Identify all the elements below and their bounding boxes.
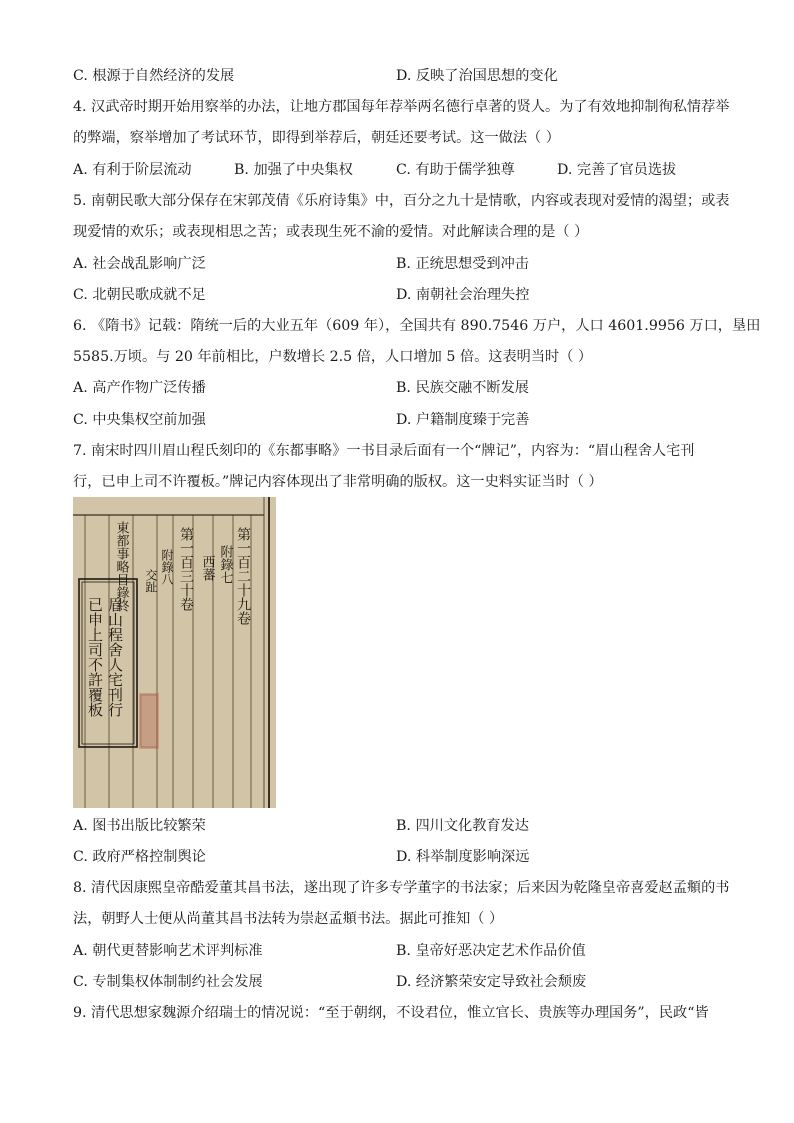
woodblock-col-1: 第一百二十九卷 xyxy=(235,527,251,625)
q7-option-d[interactable]: D. 科举制度影响深远 xyxy=(396,849,530,865)
woodblock-col-5: 附錄八 xyxy=(160,549,174,585)
q8-option-d[interactable]: D. 经济繁荣安定导致社会颓废 xyxy=(396,974,587,990)
woodblock-col-3: 第一百三十卷 xyxy=(178,527,194,611)
q5-stem-line2: 现爱情的欢乐；或表现相思之苦；或表现生死不渝的爱情。对此解读合理的是（ ） xyxy=(73,224,589,240)
q4-stem-line1: 4. 汉武帝时期开始用察举的办法，让地方郡国每年荐举两名德行卓著的贤人。为了有效地抑制徇私情荐举 xyxy=(73,99,730,115)
q8-option-b[interactable]: B. 皇帝好恶决定艺术作品价值 xyxy=(396,943,586,959)
woodblock-col-6: 交趾 xyxy=(144,569,158,593)
q8-option-a[interactable]: A. 朝代更替影响艺术评判标准 xyxy=(73,943,263,959)
woodblock-plaque-col-2: 已申上司不許覆板 xyxy=(86,597,104,717)
woodblock-col-2: 附錄七 xyxy=(217,545,233,584)
q7-stem-line1: 7. 南宋时四川眉山程氏刻印的《东都事略》一书目录后面有一个“牌记”，内容为：“眉山程舍人宅刊 xyxy=(73,443,695,459)
q5-stem-line1: 5. 南朝民歌大部分保存在宋郭茂倩《乐府诗集》中，百分之九十是情歌，内容或表现对爱情的渴望；或表 xyxy=(73,193,730,209)
q6-option-b[interactable]: B. 民族交融不断发展 xyxy=(396,380,529,396)
q7-option-a[interactable]: A. 图书出版比较繁荣 xyxy=(73,818,206,834)
q4-stem-line2: 的弊端，察举增加了考试环节，即得到举荐后，朝廷还要考试。这一做法（ ） xyxy=(73,130,560,146)
q8-stem-line2: 法，朝野人士便从尚董其昌书法转为崇赵孟頫书法。据此可推知（ ） xyxy=(73,911,504,927)
q5-option-c[interactable]: C. 北朝民歌成就不足 xyxy=(73,287,206,303)
q4-option-a[interactable]: A. 有利于阶层流动 xyxy=(73,162,192,178)
woodblock-print-image xyxy=(73,497,276,808)
q6-option-a[interactable]: A. 高产作物广泛传播 xyxy=(73,380,206,396)
q6-stem-line1: 6. 《隋书》记载：隋统一后的大业五年（609 年），全国共有 890.7546 万户，人口 4601.9956 万口，垦田 xyxy=(73,318,761,334)
q5-option-a[interactable]: A. 社会战乱影响广泛 xyxy=(73,256,206,272)
q4-option-d[interactable]: D. 完善了官员选拔 xyxy=(557,162,677,178)
q6-option-c[interactable]: C. 中央集权空前加强 xyxy=(73,412,206,428)
q9-stem-line1: 9. 清代思想家魏源介绍瑞士的情况说：“至于朝纲，不设君位，惟立官长、贵族等办理国务”，民政“皆 xyxy=(73,1005,709,1021)
q6-option-d[interactable]: D. 户籍制度臻于完善 xyxy=(396,412,530,428)
woodblock-col-7: 東都事略目錄終 xyxy=(113,521,129,612)
woodblock-plaque-col-1: 眉山程舍人宅刊行 xyxy=(106,597,124,717)
q7-option-b[interactable]: B. 四川文化教育发达 xyxy=(396,818,529,834)
woodblock-col-4: 西蕃 xyxy=(199,555,215,581)
q4-option-c[interactable]: C. 有助于儒学独尊 xyxy=(396,162,515,178)
q8-option-c[interactable]: C. 专制集权体制制约社会发展 xyxy=(73,974,263,990)
q7-stem-line2: 行，已申上司不许覆板。”牌记内容体现出了非常明确的版权。这一史料实证当时（ ） xyxy=(73,474,603,490)
q3-option-d[interactable]: D. 反映了治国思想的变化 xyxy=(396,68,558,84)
q4-option-b[interactable]: B. 加强了中央集权 xyxy=(234,162,353,178)
q3-option-c[interactable]: C. 根源于自然经济的发展 xyxy=(73,68,235,84)
q6-stem-line2: 5585.万顷。与 20 年前相比，户数增长 2.5 倍，人口增加 5 倍。这表明当时（ ） xyxy=(73,349,593,365)
q5-option-b[interactable]: B. 正统思想受到冲击 xyxy=(396,256,529,272)
q7-option-c[interactable]: C. 政府严格控制舆论 xyxy=(73,849,206,865)
q8-stem-line1: 8. 清代因康熙皇帝酷爱董其昌书法，遂出现了许多专学董字的书法家；后来因为乾隆皇帝喜爱赵孟頫的书 xyxy=(73,880,730,896)
q5-option-d[interactable]: D. 南朝社会治理失控 xyxy=(396,287,530,303)
